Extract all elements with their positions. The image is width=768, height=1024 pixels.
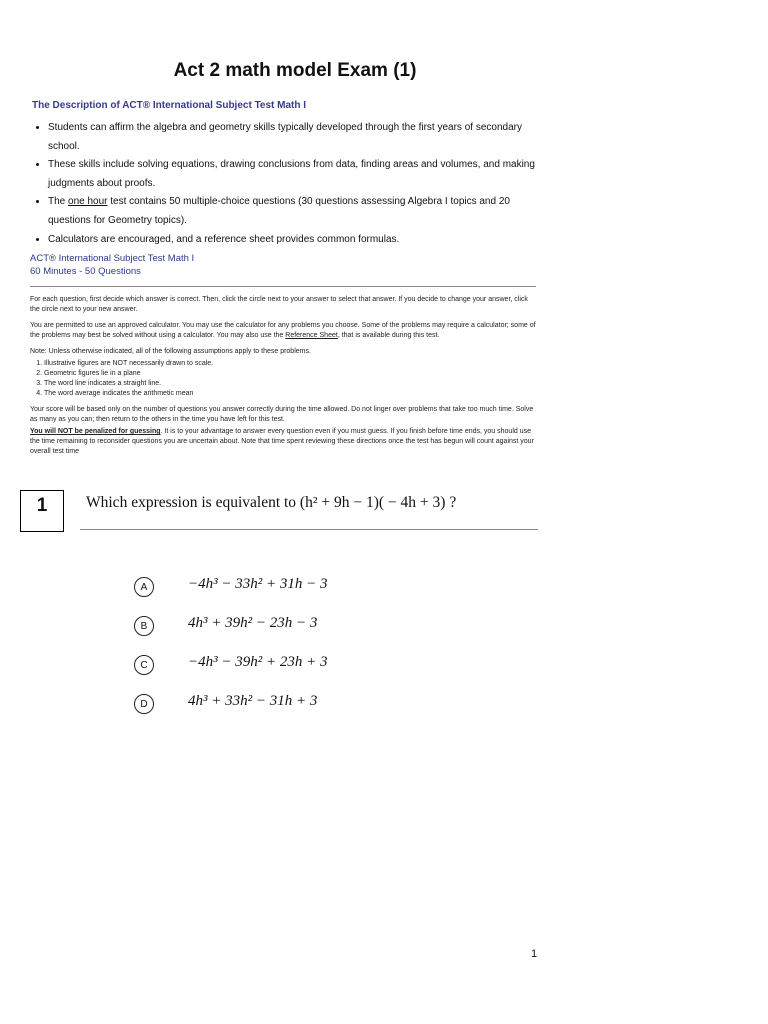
paragraph-text: . It is to your advantage to answer every question even if you must guess. If you finish before time ends, you should use the time remaining to reconsider questions you are uncertain about. Note that time spent reviewing these directions once the test has begun will count against your overall test time [30,428,534,455]
answer-radio-b[interactable]: B [134,616,154,636]
question-number: 1 [20,490,64,532]
bullet-text: The [48,196,69,208]
description-heading: The Description of ACT® International Subject Test Math I [32,100,307,111]
assumption-item: 4. The word average indicates the arithmetic mean [44,389,536,399]
one-hour-underlined: one hour [68,196,108,208]
description-bullet: • Calculators are encouraged, and a reference sheet provides common formulas. [48,231,540,250]
instructions-subtitle: 60 Minutes - 50 Questions [30,266,141,277]
page-number: 1 [531,948,538,960]
answer-expression: −4h³ − 33h² + 31h − 3 [188,576,328,592]
answer-expression: 4h³ + 39h² − 23h − 3 [188,615,318,631]
no-penalty-notice: You will NOT be penalized for guessing [30,428,161,435]
assumption-item: 3. The word line indicates a straight line. [44,379,536,389]
answer-radio-d[interactable]: D [134,694,154,714]
assumption-item: 1. Illustrative figures are NOT necessarily drawn to scale. [44,359,536,369]
paragraph-text: , that is available during this test. [337,332,440,339]
description-list [30,119,540,249]
question-prompt: Which expression is equivalent to (h² + 9h − 1)( − 4h + 3) ? [86,494,457,511]
assumption-item: 2. Geometric figures lie in a plane [44,369,536,379]
assumptions-note: Note: Unless otherwise indicated, all of the following assumptions apply to these problems. [30,348,311,355]
instructions-paragraph: Your score will be based only on the number of questions you answer correctly during the time allowed. Do not linger over problems that take too much time. Solve as many as you can; then return to the others in the time you have left for this test. [30,406,534,423]
instructions-paragraph [30,321,536,341]
answer-expression: 4h³ + 33h² − 31h + 3 [188,693,318,709]
bullet-text: test contains 50 multiple-choice questions (30 questions assessing Algebra I topics and 20 questions for Geometry topics). [48,196,510,226]
assumptions-list [30,359,536,399]
answer-radio-a[interactable]: A [134,577,154,597]
reference-sheet-link[interactable]: Reference Sheet [285,332,338,339]
description-bullet [48,193,540,230]
answer-expression: −4h³ − 39h² + 23h + 3 [188,654,328,670]
instructions-paragraph: For each question, first decide which answer is correct. Then, click the circle next to your answer to select that answer. If you decide to change your answer, click the circle next to your new answer. [30,296,528,313]
instructions-paragraph [30,427,536,457]
description-bullet: • Students can affirm the algebra and geometry skills typically developed through the first years of secondary school. [48,119,540,156]
test-description [30,100,540,249]
test-instructions [30,252,536,463]
divider [30,286,536,287]
document-title: Act 2 math model Exam (1) [173,60,417,81]
paragraph-text: You are permitted to use an approved calculator. You may use the calculator for any problems you choose. Some of the problems may require a calculator; some of the problems may best be solved without using a calculator. You may also use the [30,322,536,339]
description-bullet: • These skills include solving equations, drawing conclusions from data, finding areas and volumes, and making judgments about proofs. [48,156,540,193]
answer-radio-c[interactable]: C [134,655,154,675]
instructions-title: ACT® International Subject Test Math I [30,253,195,264]
question-divider [80,529,538,530]
